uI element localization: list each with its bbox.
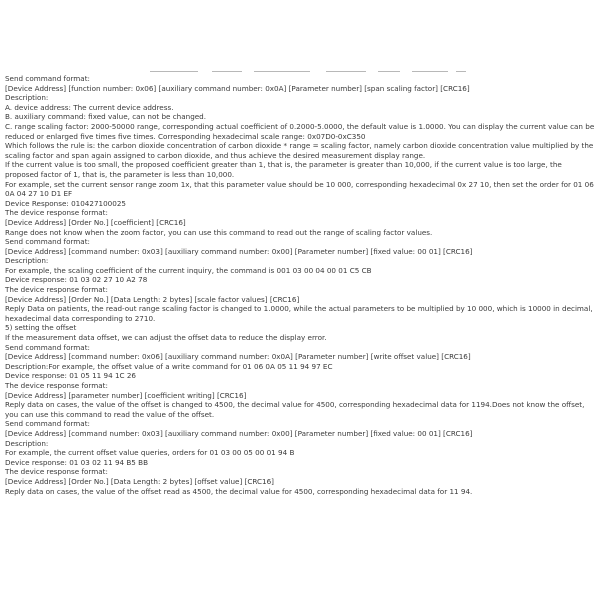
text-line: Device Response: 010427100025 (5, 198, 126, 208)
text-line: Device response: 01 05 11 94 1C 26 (5, 371, 136, 381)
text-line: [Device Address] [command number: 0x06] [auxiliary command number: 0x0A] [Parameter number] [write offset value] [CRC16] (5, 352, 471, 362)
text-line: Send command format: (5, 74, 90, 83)
text-line: Send command format: (5, 419, 90, 429)
document-body (5, 74, 597, 496)
text-line: If the current value is too small, the proposed coefficient greater than 1, that is, the parameter is greater than 10,000, if the current value is too large, the proposed factor of 1, that is, the parameter is less than 10,000. (5, 160, 562, 179)
text-line: Description: (5, 438, 49, 448)
text-line: Description: (5, 93, 49, 103)
text-line: The device response format: (5, 285, 108, 295)
text-line: Range does not know when the zoom factor, you can use this command to read out the range of scaling factor values. (5, 227, 433, 237)
text-line: [Device Address] [Order No.] [Data Length: 2 bytes] [offset value] [CRC16] (5, 476, 274, 486)
text-line: Description:For example, the offset value of a write command for 01 06 0A 05 11 94 97 EC (5, 361, 333, 371)
text-line: For example, set the current sensor range zoom 1x, that this parameter value should be 10 000, corresponding hexadecimal 0x 27 10, then set the order for 01 06 0A 04 27 10 D1 EF (5, 179, 594, 199)
text-line: The device response format: (5, 467, 108, 477)
text-line: If the measurement data offset, we can adjust the offset data to reduce the display error. (5, 333, 327, 343)
text-line: Description: (5, 256, 49, 266)
text-line: Send command format: (5, 237, 90, 247)
text-line: 5) setting the offset (5, 323, 77, 333)
text-line: Device response: 01 03 02 11 94 B5 BB (5, 457, 149, 467)
text-line: A. device address: The current device address. (5, 102, 174, 112)
text-line: Reply data on cases, the value of the offset is changed to 4500, the decimal value for 4500, corresponding hexadecimal data for 1194.Does not know the offset, you can use this command to read the value of the offset. (5, 400, 585, 419)
text-line: Which follows the rule is: the carbon dioxide concentration of carbon dioxide * range = scaling factor, namely carbon dioxide concentration value multiplied by the scaling factor and span again assigned to carbon dioxide, and thus achieve the desired measurement display range. (5, 141, 594, 160)
text-line: Reply Data on patients, the read-out range scaling factor is changed to 1.0000, while the actual parameters to be multiplied by 10 000, which is 10000 in decimal, hexadecimal data corresponding to 2710. (5, 304, 593, 323)
text-line: [Device Address] [parameter number] [coefficient writing] [CRC16] (5, 390, 247, 400)
text-line: Send command format: (5, 342, 90, 352)
text-line: [Device Address] [command number: 0x03] [auxiliary command number: 0x00] [Parameter number] [fixed value: 00 01] [CRC16] (5, 428, 473, 438)
text-line: [Device Address] [Order No.] [coefficient] [CRC16] (5, 217, 186, 227)
text-line: [Device Address] [Order No.] [Data Length: 2 bytes] [scale factor values] [CRC16] (5, 294, 300, 304)
text-line: Device response: 01 03 02 27 10 A2 78 (5, 275, 148, 285)
text-line: B. auxiliary command: fixed value, can not be changed. (5, 112, 207, 122)
text-line: The device response format: (5, 208, 108, 218)
text-line: For example, the scaling coefficient of the current inquiry, the command is 001 03 00 04 00 01 C5 CB (5, 265, 372, 275)
text-line: [Device Address] [function number: 0x06] [auxiliary command number: 0x0A] [Parameter number] [span scaling factor] [CRC16] (5, 83, 470, 93)
text-line: The device response format: (5, 381, 108, 390)
text-line: Reply data on cases, the value of the offset read as 4500, the decimal value for 4500, corresponding hexadecimal data for 11 94. (5, 486, 473, 496)
text-line: C. range scaling factor: 2000-50000 range, corresponding actual coefficient of 0.2000-5.0000, the default value is 1.0000. You can display the current value can be reduced or enlarged five times five times. Corresponding hexadecimal scale range: 0x07D0-0xC350 (5, 121, 595, 141)
text-line: [Device Address] [command number: 0x03] [auxiliary command number: 0x00] [Parameter number] [fixed value: 00 01] [CRC16] (5, 246, 473, 256)
text-line: For example, the current offset value queries, orders for 01 03 00 05 00 01 94 B (5, 448, 295, 458)
